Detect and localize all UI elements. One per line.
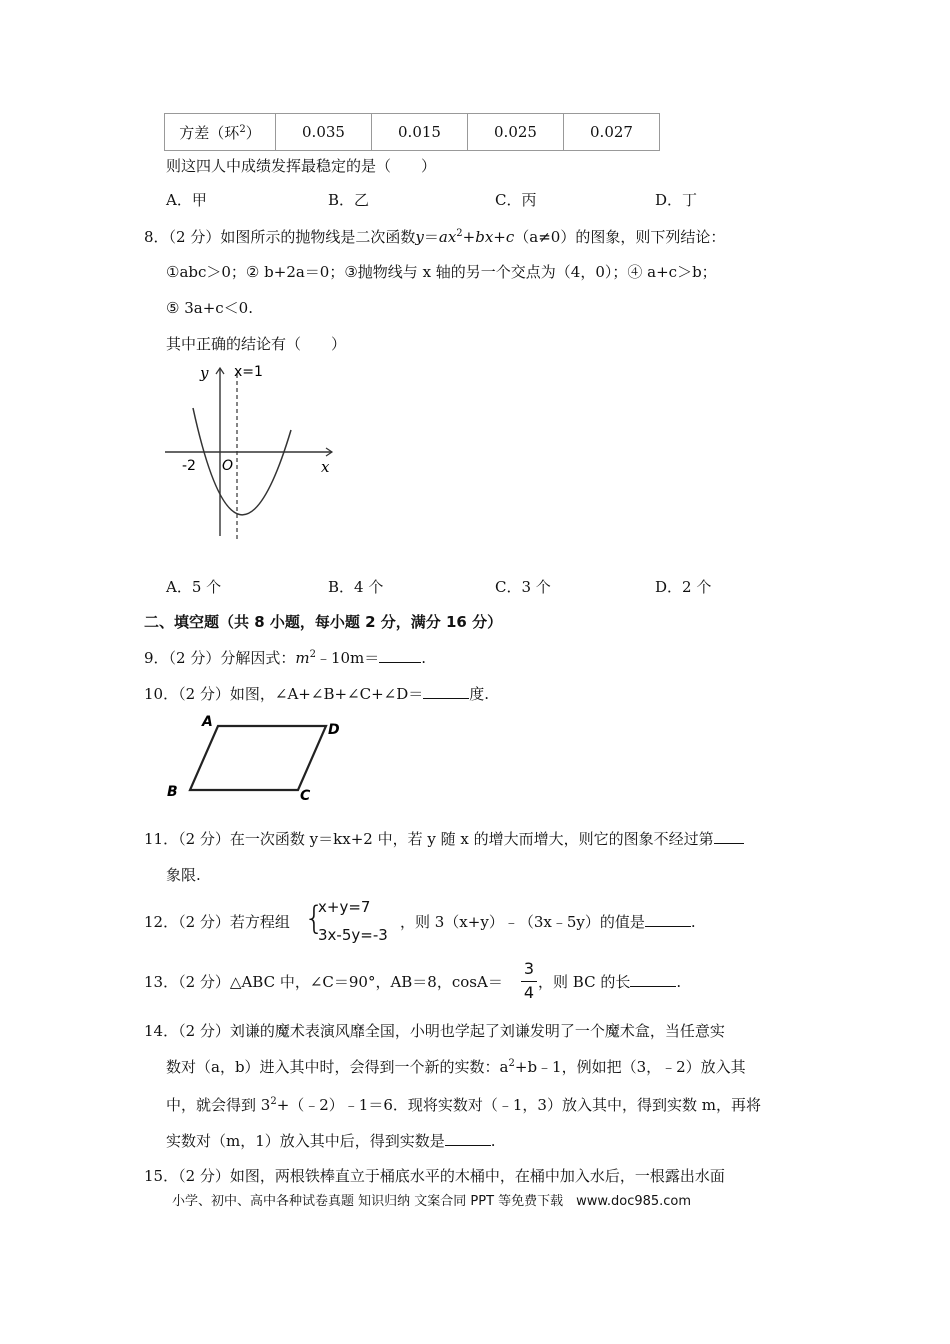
variance-header-close: ）: [245, 123, 261, 142]
q14-line2: [166, 1057, 746, 1077]
q8-prompt: 其中正确的结论有（ ）: [166, 335, 347, 353]
q14-end: .: [490, 1132, 496, 1150]
q10-number: 10．: [144, 685, 179, 703]
q7-option-a: A．甲: [166, 191, 207, 209]
q12-eq1: x+y=7: [318, 898, 371, 916]
q10-end: 度.: [469, 685, 490, 703]
q12-eq2: 3x-5y=-3: [318, 926, 388, 944]
q9-rest: ﹣10m＝: [315, 649, 380, 667]
q14-line2a: 数对（a，b）进入其中时，会得到一个新的实数：a: [166, 1058, 509, 1076]
q8-option-c: C．3 个: [495, 578, 551, 596]
q11-line1: [144, 829, 744, 849]
q14-line2b: +b﹣1，例如把（3，﹣2）放入其: [514, 1058, 746, 1076]
vertex-label-a: A: [202, 714, 213, 730]
table-row: [165, 114, 660, 151]
q11-answer-blank[interactable]: [714, 829, 744, 844]
graph-y-label: y: [200, 364, 209, 382]
q9-number: 9．: [144, 649, 169, 667]
q8-line2: ①abc＞0；② b+2a＝0；③抛物线与 x 轴的另一个交点为（4，0）；④ a+c＞b；: [166, 263, 717, 281]
variance-header-cell: [165, 114, 276, 151]
graph-neg-label: -2: [182, 458, 196, 474]
q8-fn-cond: （a≠0）的图象，则下列结论：: [514, 228, 726, 246]
q8-option-b: B．4 个: [328, 578, 384, 596]
q9-var-m: m: [295, 649, 310, 667]
q8-option-d: D．2 个: [655, 578, 712, 596]
q8-line1: [144, 227, 725, 247]
q10-answer-blank[interactable]: [423, 684, 469, 699]
vertex-label-b: B: [167, 784, 178, 800]
q12-number: 12．: [144, 913, 179, 931]
graph-parabola: [193, 408, 291, 515]
q12-answer-blank[interactable]: [645, 912, 691, 927]
variance-value-2: 0.015: [372, 114, 468, 151]
variance-table: [164, 113, 660, 151]
q14-line3: [166, 1095, 761, 1115]
graph-origin-label: O: [222, 458, 234, 474]
q8-fn-eq: ＝: [423, 228, 439, 246]
q13-rest: [538, 972, 681, 992]
q7-stem: 则这四人中成绩发挥最稳定的是（ ）: [166, 157, 437, 175]
q8-fn-a: ax: [438, 228, 457, 246]
q8-option-a: A．5 个: [166, 578, 222, 596]
q7-option-b: B．乙: [328, 191, 370, 209]
q14-line1: [144, 1021, 725, 1041]
q14-line3-sup: 2: [270, 1096, 277, 1107]
q13-frac-bar: [521, 981, 537, 982]
graph-axis-label: x=1: [234, 364, 263, 380]
q9-sup: 2: [309, 649, 316, 660]
q9-answer-blank[interactable]: [379, 648, 421, 663]
variance-value-1: 0.035: [276, 114, 372, 151]
q8-fn-sup: 2: [456, 228, 463, 239]
vertex-label-c: C: [300, 788, 311, 804]
q13-answer-blank[interactable]: [630, 972, 676, 987]
q9-text: （2 分）分解因式：: [168, 649, 296, 667]
q13-frac-num: 3: [523, 959, 535, 978]
q14-line4-text: 实数对（m，1）放入其中后，得到实数是: [166, 1132, 445, 1150]
q15-line1: [144, 1166, 725, 1186]
q13-number: 13．: [144, 973, 179, 991]
vertex-label-d: D: [328, 722, 340, 738]
q14-line2-sup: 2: [508, 1058, 515, 1069]
q13-text-a: （2 分）△ABC 中，∠C＝90°，AB＝8，cosA＝: [178, 973, 503, 991]
q10: [144, 684, 489, 704]
q14-line4: [166, 1131, 496, 1151]
variance-header-sup: 2: [239, 123, 246, 135]
q7-option-d: D．丁: [655, 191, 698, 209]
q12-text-a: （2 分）若方程组: [178, 913, 290, 931]
q11-number: 11．: [144, 830, 179, 848]
section-title: 二、填空题（共 8 小题，每小题 2 分，满分 16 分）: [144, 613, 503, 631]
q8-score: （2 分）如图所示的抛物线是二次函数: [168, 228, 416, 246]
q9-end: .: [421, 649, 427, 667]
graph-x-label: x: [321, 458, 330, 476]
variance-header: 方差（环: [179, 123, 240, 142]
footer-banner: 小学、初中、高中各种试卷真题 知识归纳 文案合同 PPT 等免费下载 www.doc985.com: [172, 1194, 692, 1209]
parabola-graph: [160, 360, 340, 545]
variance-value-3: 0.025: [468, 114, 564, 151]
q12: [144, 912, 290, 932]
q11-text: （2 分）在一次函数 y＝kx+2 中，若 y 随 x 的增大而增大，则它的图象不经过第: [178, 830, 714, 848]
q8-line3: ⑤ 3a+c＜0.: [166, 299, 253, 317]
q12-brace: {: [304, 899, 325, 937]
q10-text: （2 分）如图，∠A+∠B+∠C+∠D＝: [178, 685, 424, 703]
q14-line3a: 中，就会得到 3: [166, 1096, 271, 1114]
q13-frac-den: 4: [523, 983, 535, 1002]
q12-text-b: ，则 3（x+y）﹣（3x﹣5y）的值是: [400, 913, 645, 931]
q9: [144, 648, 426, 668]
q8-fn-b: +bx+c: [462, 228, 515, 246]
q13-text: [144, 972, 503, 992]
q7-option-c: C．丙: [495, 191, 537, 209]
variance-value-4: 0.027: [564, 114, 660, 151]
q14-line3b: +（﹣2）﹣1＝6．现将实数对（﹣1，3）放入其中，得到实数 m，再将: [276, 1096, 761, 1114]
quadrilateral-figure: [160, 712, 360, 804]
q8-number: 8．: [144, 228, 169, 246]
q13-end: .: [676, 973, 682, 991]
q14-line1-text: （2 分）刘谦的魔术表演风靡全国，小明也学起了刘谦发明了一个魔术盒，当任意实: [178, 1022, 725, 1040]
q14-answer-blank[interactable]: [445, 1131, 491, 1146]
q14-number: 14．: [144, 1022, 179, 1040]
quadrilateral-abcd: [190, 726, 326, 790]
q8-fn-y: y: [415, 228, 424, 246]
q13-text-b: ，则 BC 的长: [538, 973, 631, 991]
q12-rest: [400, 912, 696, 932]
q15-text: （2 分）如图，两根铁棒直立于桶底水平的木桶中，在桶中加入水后，一根露出水面: [178, 1167, 725, 1185]
q12-end: .: [690, 913, 696, 931]
q15-number: 15．: [144, 1167, 179, 1185]
q11-line2: 象限.: [166, 866, 201, 884]
